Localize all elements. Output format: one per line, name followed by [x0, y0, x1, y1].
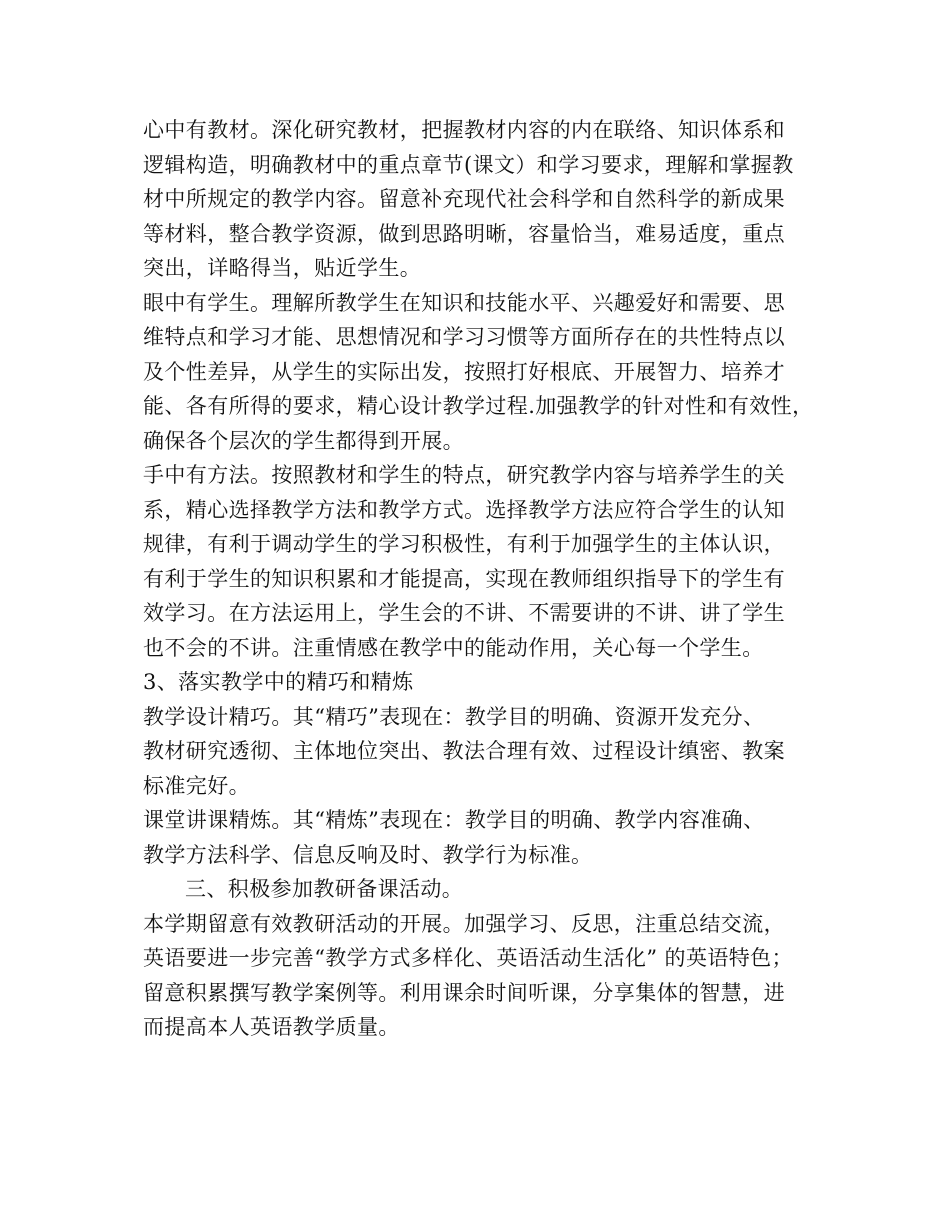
- text-line: 规律，有利于调动学生的学习积极性，有利于加强学生的主体认识，: [143, 532, 785, 556]
- text-line: 维特点和学习才能、思想情况和学习习惯等方面所存在的共性特点以: [143, 325, 785, 349]
- text-line: 眼中有学生。理解所教学生在知识和技能水平、兴趣爱好和需要、思: [143, 290, 785, 315]
- text-line: 也不会的不讲。注重情感在教学中的能动作用，关心每一个学生。: [143, 635, 764, 660]
- text-line: 突出，详略得当，贴近学生。: [143, 256, 422, 280]
- text-line: 系，精心选择教学方法和教学方式。选择教学方法应符合学生的认知: [143, 497, 785, 522]
- text-line: 教学方法科学、信息反响及时、教学行为标准。: [143, 842, 593, 867]
- text-line: 效学习。在方法运用上，学生会的不讲、不需要讲的不讲、讲了学生: [143, 601, 785, 625]
- text-line: 英语要进一步完善“教学方式多样化、英语活动生活化” 的英语特色；: [143, 946, 793, 970]
- text-line: 等材料，整合教学资源，做到思路明晰，容量恰当，难易适度，重点: [143, 221, 785, 246]
- text-line: 教材研究透彻、主体地位突出、教法合理有效、过程设计缜密、教案: [143, 739, 785, 763]
- document-body: [143, 113, 843, 1045]
- text-line: 教学设计精巧。其“精巧”表现在：教学目的明确、资源开发充分、: [143, 704, 765, 729]
- text-line: 本学期留意有效教研活动的开展。加强学习、反思，注重总结交流，: [143, 911, 785, 936]
- section-heading: 三、积极参加教研备课活动。: [185, 877, 464, 901]
- text-line: 手中有方法。按照教材和学生的特点，研究教学内容与培养学生的关: [143, 463, 785, 487]
- text-line: 心中有教材。深化研究教材，把握教材内容的内在联络、知识体系和: [143, 118, 785, 142]
- text-line: 而提高本人英语教学质量。: [143, 1015, 400, 1039]
- text-line: 及个性差异，从学生的实际出发，按照打好根底、开展智力、培养才: [143, 359, 785, 384]
- text-line: 课堂讲课精炼。其“精炼”表现在：教学目的明确、教学内容准确、: [143, 808, 765, 832]
- text-line: 确保各个层次的学生都得到开展。: [143, 428, 464, 453]
- text-line: 留意积累撰写教学案例等。利用课余时间听课，分享集体的智慧，进: [143, 980, 785, 1005]
- section-heading: 3、落实教学中的精巧和精炼: [143, 670, 414, 694]
- text-line: 有利于学生的知识积累和才能提高，实现在教师组织指导下的学生有: [143, 566, 785, 591]
- text-line: 能、各有所得的要求，精心设计教学过程.加强教学的针对性和有效性，: [143, 394, 814, 418]
- text-line: 逻辑构造，明确教材中的重点章节(课文）和学习要求，理解和掌握教: [143, 152, 794, 177]
- text-line: 标准完好。: [143, 773, 250, 798]
- text-line: 材中所规定的教学内容。留意补充现代社会科学和自然科学的新成果: [143, 187, 785, 211]
